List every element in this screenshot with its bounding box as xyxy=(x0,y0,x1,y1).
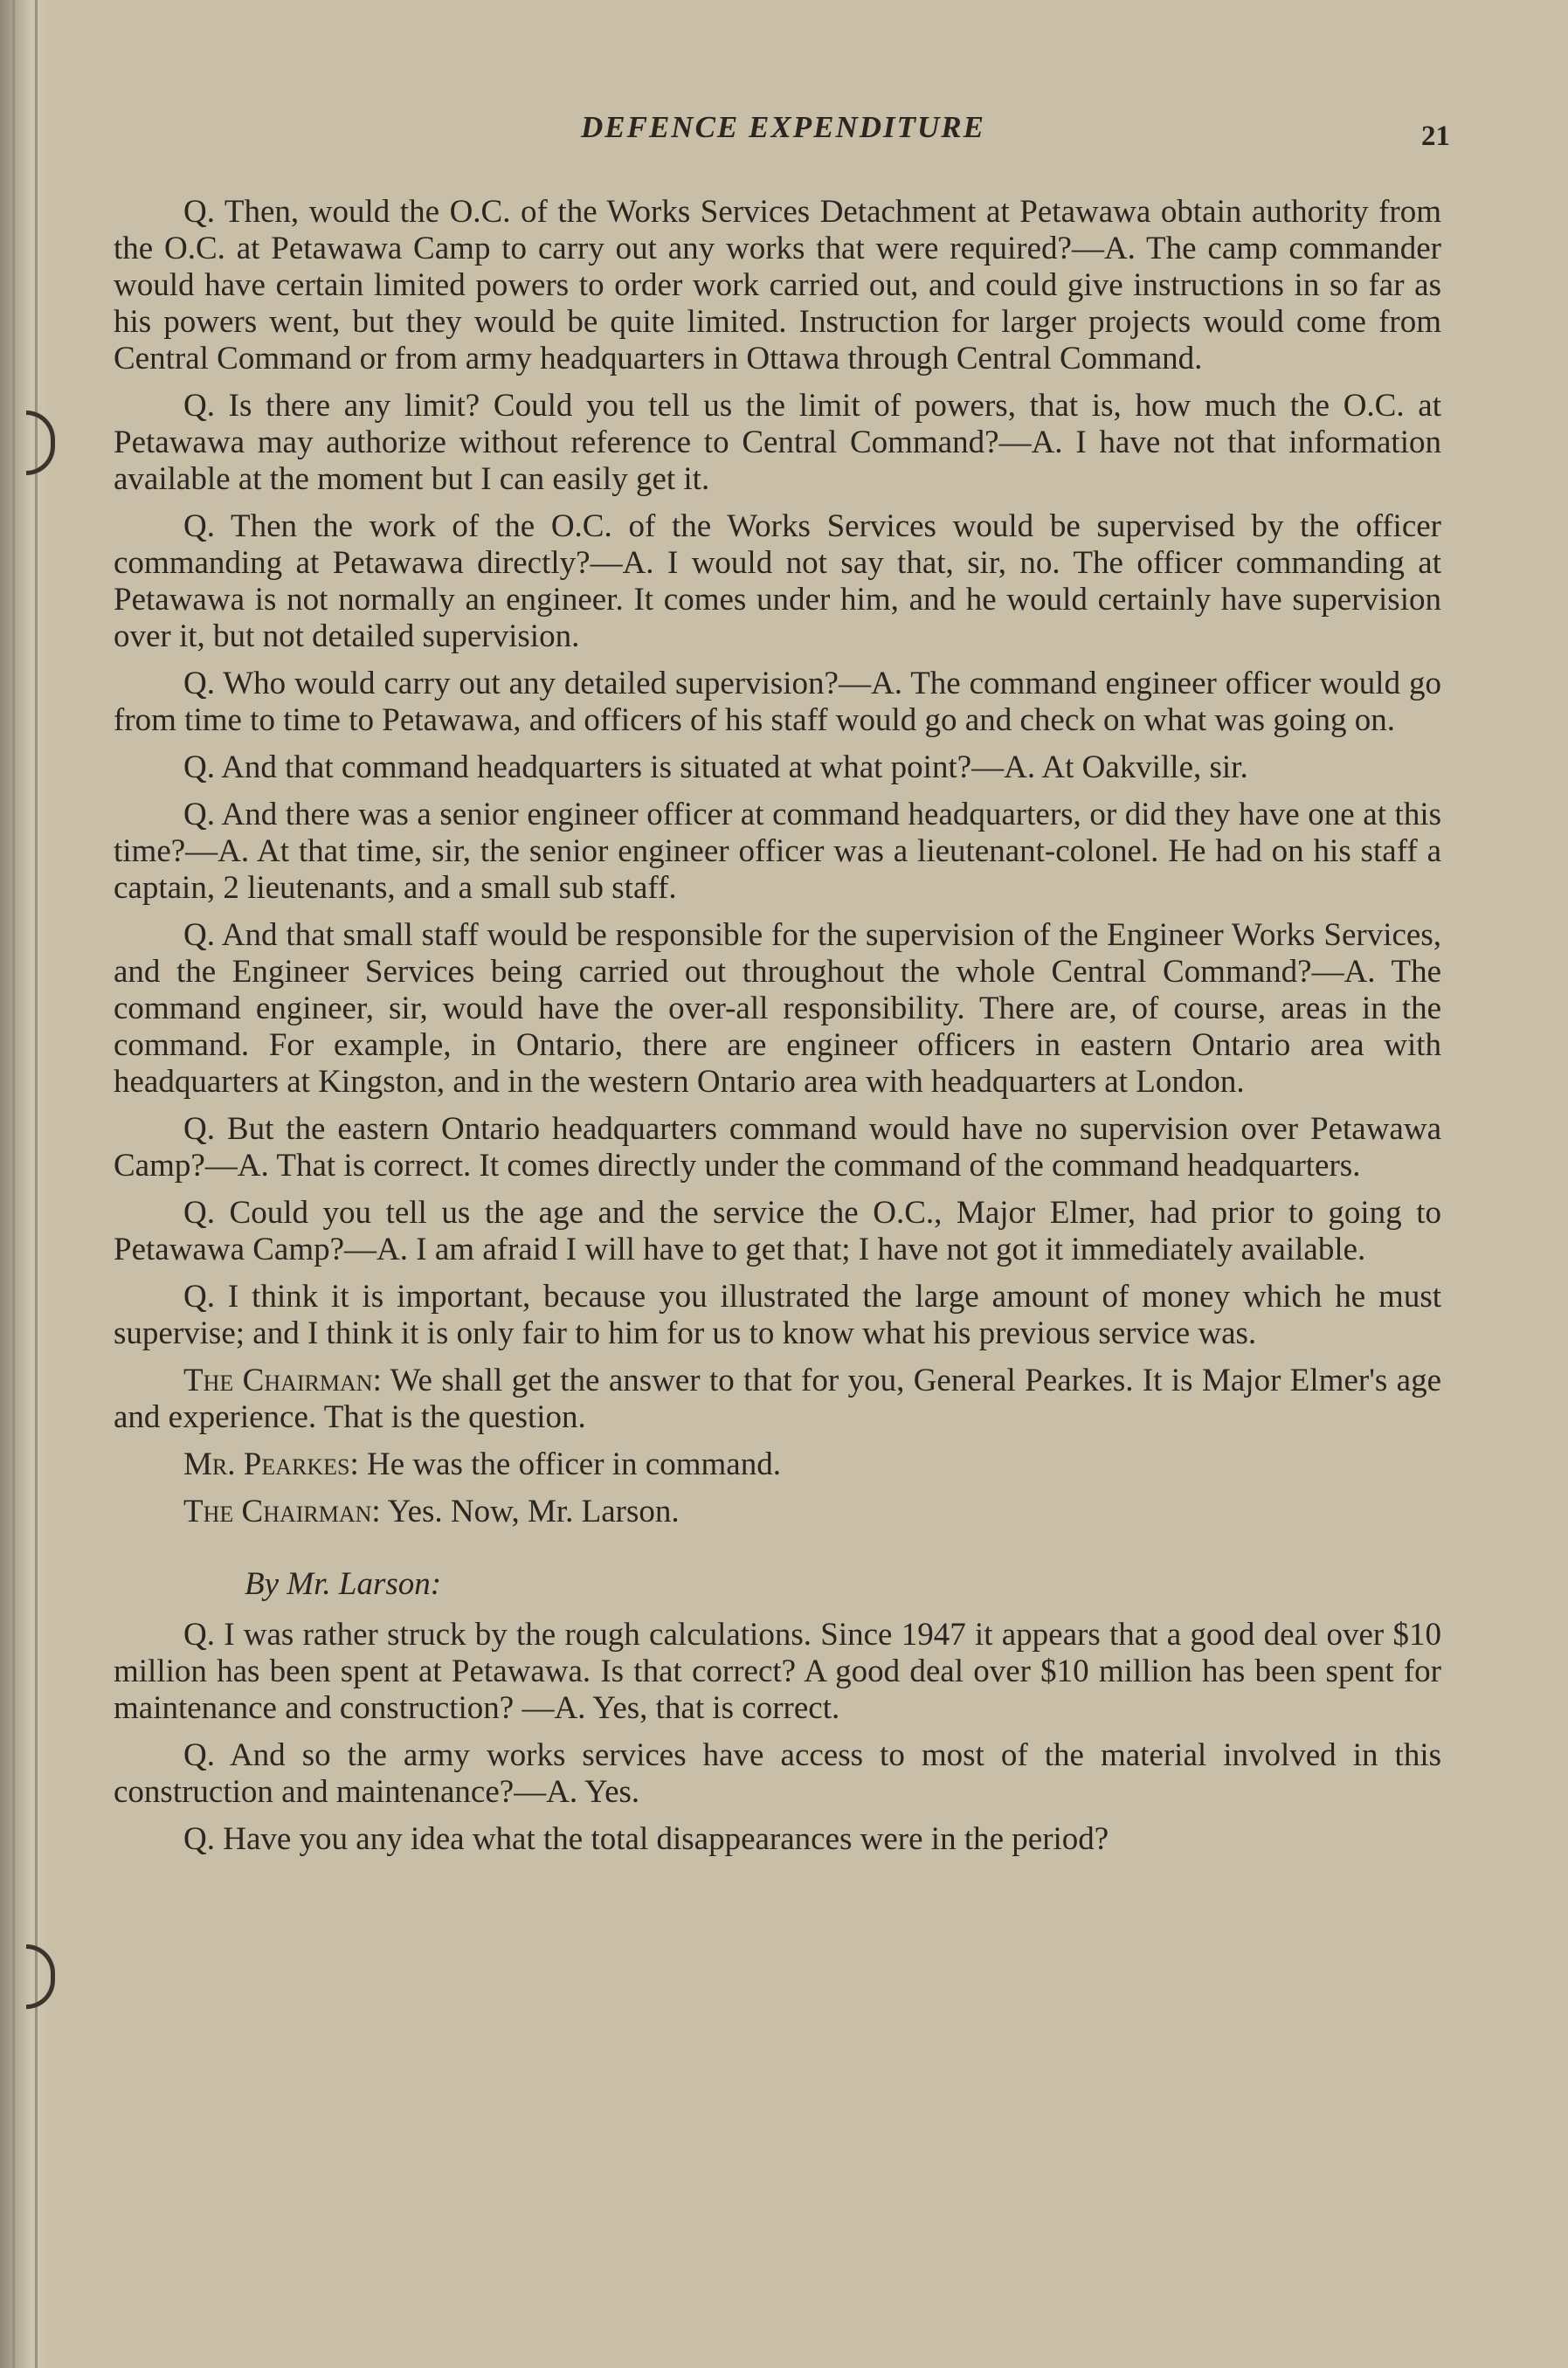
speech-text: Yes. Now, Mr. Larson. xyxy=(387,1494,680,1529)
document-page xyxy=(114,105,1450,1868)
paragraph: Q. Is there any limit? Could you tell us the limit of powers, that is, how much the O.C. at Petawawa may authorize without reference to Central Command?—A. I have not that information available at the moment but I can easily get it. xyxy=(114,388,1441,497)
binding-line xyxy=(12,0,15,2368)
paragraph: Q. And that command headquarters is situated at what point?—A. At Oakville, sir. xyxy=(183,749,1248,785)
speech: The Chairman: We shall get the answer to that for you, General Pearkes. It is Major Elmer's age and experience. That is the question. xyxy=(114,1363,1441,1435)
paragraph: Q. And so the army works services have access to most of the material involved in this construction and maintenance?—A. Yes. xyxy=(114,1737,1441,1810)
binding-line xyxy=(35,0,38,2368)
paragraph: Q. Then the work of the O.C. of the Works Services would be supervised by the officer commanding at Petawawa directly?—A. I would not say that, sir, no. The officer commanding at Petawawa is not normally an engineer. It comes under him, and he would certainly have supervision over it, but not detailed supervision. xyxy=(114,508,1441,654)
paragraph: Q. Have you any idea what the total disappearances were in the period? xyxy=(183,1821,1109,1857)
speaker-name: The Chairman xyxy=(183,1363,373,1398)
paragraph: Q. But the eastern Ontario headquarters command would have no supervision over Petawawa Camp?—A. That is correct. It comes directly under the command of the command headquarters. xyxy=(114,1111,1441,1184)
body-text xyxy=(114,194,1441,1858)
speech: Mr. Pearkes: He was the officer in command. xyxy=(183,1446,781,1482)
running-head: DEFENCE EXPENDITURE xyxy=(581,110,985,144)
paragraph: Q. And there was a senior engineer officer at command headquarters, or did they have one at this time?—A. At that time, sir, the senior engineer officer was a lieutenant-colonel. He had on his staff a captain, 2 lieutenants, and a small sub staff. xyxy=(114,797,1441,906)
paragraph: Q. I was rather struck by the rough calculations. Since 1947 it appears that a good deal over $10 million has been spent at Petawawa. Is that correct? A good deal over $10 million has been spent for maintenance and construction? —A. Yes, that is correct. xyxy=(114,1617,1441,1726)
book-binding-edge xyxy=(0,0,52,2368)
speech-text: We shall get the answer to that for you, General Pearkes. It is Major Elmer's age and experience. That is the question. xyxy=(114,1363,1441,1435)
speech: The Chairman: Yes. Now, Mr. Larson. xyxy=(183,1494,680,1529)
page-number: 21 xyxy=(1421,121,1450,152)
paragraph: Q. Then, would the O.C. of the Works Services Detachment at Petawawa obtain authority from the O.C. at Petawawa Camp to carry out any works that were required?—A. The camp commander would have certain limited powers to order work carried out, and could give instructions in so far as his powers went, but they would be quite limited. Instruction for larger projects would come from Central Command or from army headquarters in Ottawa through Central Command. xyxy=(114,194,1441,376)
paragraph: Q. I think it is important, because you illustrated the large amount of money which he must supervise; and I think it is only fair to him for us to know what his previous service was. xyxy=(114,1279,1441,1351)
speech-text: He was the officer in command. xyxy=(366,1446,781,1482)
paragraph: Q. And that small staff would be responsible for the supervision of the Engineer Works Services, and the Engineer Services being carried out throughout the whole Central Command?—A. The command engineer, sir, would have the over-all responsibility. There are, of course, areas in the command. For example, in Ontario, there are engineer officers in eastern Ontario area with headquarters at Kingston, and in the western Ontario area with headquarters at London. xyxy=(114,917,1441,1100)
paragraph: Q. Who would carry out any detailed supervision?—A. The command engineer officer would go from time to time to Petawawa, and officers of his staff would go and check on what was going on. xyxy=(114,666,1441,738)
speaker-name: The Chairman xyxy=(183,1494,372,1529)
speaker-name: Mr. Pearkes xyxy=(183,1446,350,1482)
paragraph: Q. Could you tell us the age and the service the O.C., Major Elmer, had prior to going to Petawawa Camp?—A. I am afraid I will have to get that; I have not got it immediately available. xyxy=(114,1195,1441,1267)
page-header xyxy=(114,105,1450,157)
section-heading: By Mr. Larson: xyxy=(245,1566,442,1602)
